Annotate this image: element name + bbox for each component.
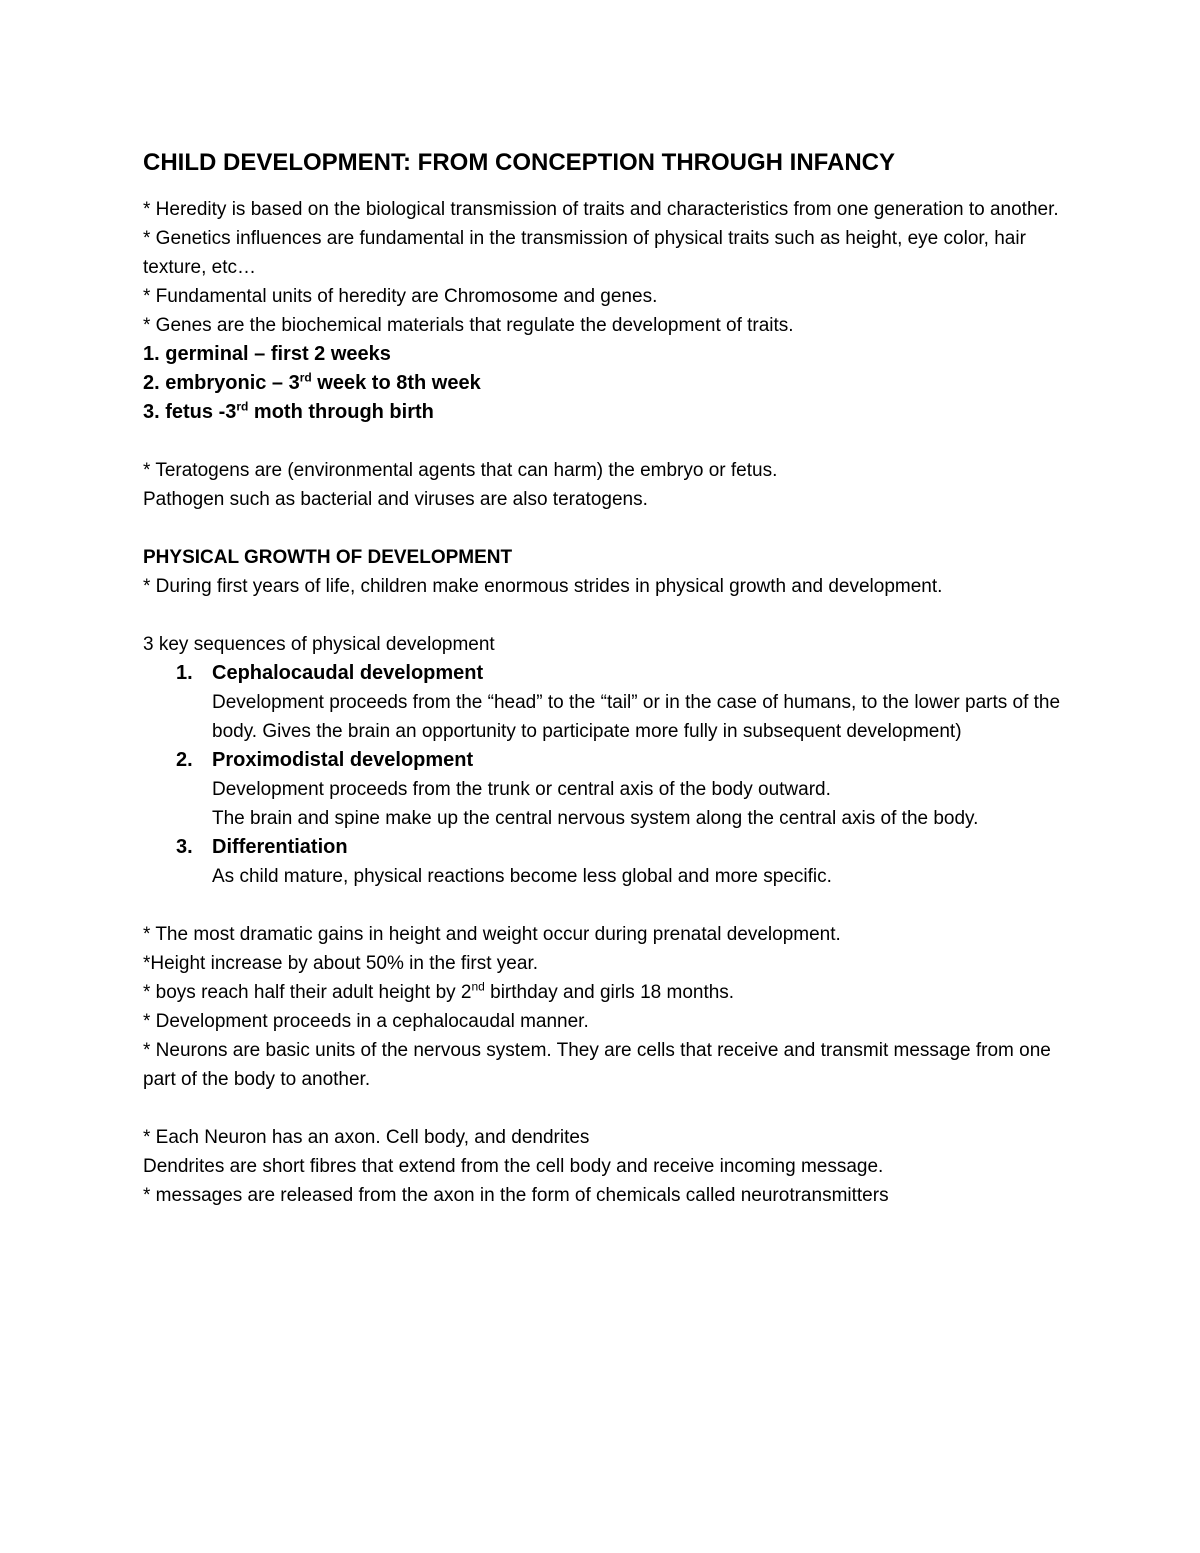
intro-genes: * Genes are the biochemical materials that regulate the development of traits. [143, 315, 794, 336]
list-item [143, 659, 1063, 746]
teratogens-pathogen: Pathogen such as bacterial and viruses are also teratogens. [143, 489, 648, 510]
neuron-dendrites: Dendrites are short fibres that extend from the cell body and receive incoming message. [143, 1156, 884, 1177]
stage-germinal: 1. germinal – first 2 weeks [143, 343, 391, 365]
list-item-text: Development proceeds from the “head” to the “tail” or in the case of humans, to the lower parts of the body. Gives the brain an opportunity to participate more fully in subsequent development) [212, 692, 1061, 742]
stage-embryonic-sup: rd [299, 370, 312, 385]
gains-neurons: * Neurons are basic units of the nervous system. They are cells that receive and transmit message from one part of the body to another. [143, 1040, 1051, 1090]
neuron-parts: * Each Neuron has an axon. Cell body, and dendrites [143, 1127, 590, 1148]
gains-prenatal: * The most dramatic gains in height and weight occur during prenatal development. [143, 924, 841, 945]
list-item-title: Differentiation [212, 836, 348, 858]
sequences-intro: 3 key sequences of physical development [143, 634, 495, 655]
list-number: 3. [176, 836, 193, 858]
physical-growth-text: * During first years of life, children make enormous strides in physical growth and development. [143, 576, 943, 597]
stage-fetus-text: 3. fetus -3 [143, 401, 237, 423]
list-number: 2. [176, 749, 193, 771]
stage-fetus-rest: moth through birth [248, 401, 434, 423]
gains-boys-rest: birthday and girls 18 months. [484, 982, 735, 1003]
stage-fetus [143, 398, 1063, 427]
stage-embryonic-text: 2. embryonic – 3 [143, 372, 300, 394]
list-item [143, 833, 1063, 891]
list-item-title: Proximodistal development [212, 749, 474, 771]
stage-embryonic-rest: week to 8th week [311, 372, 481, 394]
spacer [143, 601, 1063, 630]
list-item-text: The brain and spine make up the central nervous system along the central axis of the body. [212, 808, 979, 829]
list-item [143, 746, 1063, 833]
spacer [143, 1094, 1063, 1123]
stage-embryonic [143, 369, 1063, 398]
list-number: 1. [176, 662, 193, 684]
gains-height: *Height increase by about 50% in the first year. [143, 953, 539, 974]
intro-heredity: * Heredity is based on the biological transmission of traits and characteristics from one generation to another. [143, 199, 1059, 220]
list-item-title: Cephalocaudal development [212, 662, 484, 684]
stage-fetus-sup: rd [236, 399, 249, 414]
gains-cephalocaudal: * Development proceeds in a cephalocaudal manner. [143, 1011, 589, 1032]
document-body [143, 148, 1063, 1210]
page-title: CHILD DEVELOPMENT: FROM CONCEPTION THROUGH INFANCY [143, 149, 896, 176]
gains-boys-girls [143, 978, 1063, 1007]
spacer [143, 514, 1063, 543]
intro-genetics: * Genetics influences are fundamental in the transmission of physical traits such as height, eye color, hair texture, etc… [143, 228, 1026, 278]
spacer [143, 891, 1063, 920]
physical-growth-heading: PHYSICAL GROWTH OF DEVELOPMENT [143, 547, 513, 568]
list-item-text: As child mature, physical reactions become less global and more specific. [212, 866, 832, 887]
gains-boys-text: * boys reach half their adult height by 2 [143, 982, 472, 1003]
neuron-messages: * messages are released from the axon in the form of chemicals called neurotransmitters [143, 1185, 889, 1206]
intro-units: * Fundamental units of heredity are Chromosome and genes. [143, 286, 658, 307]
sequences-list [143, 659, 1063, 891]
spacer [143, 427, 1063, 456]
list-item-text: Development proceeds from the trunk or central axis of the body outward. [212, 779, 831, 800]
teratogens-definition: * Teratogens are (environmental agents that can harm) the embryo or fetus. [143, 460, 778, 481]
gains-boys-sup: nd [471, 979, 485, 994]
